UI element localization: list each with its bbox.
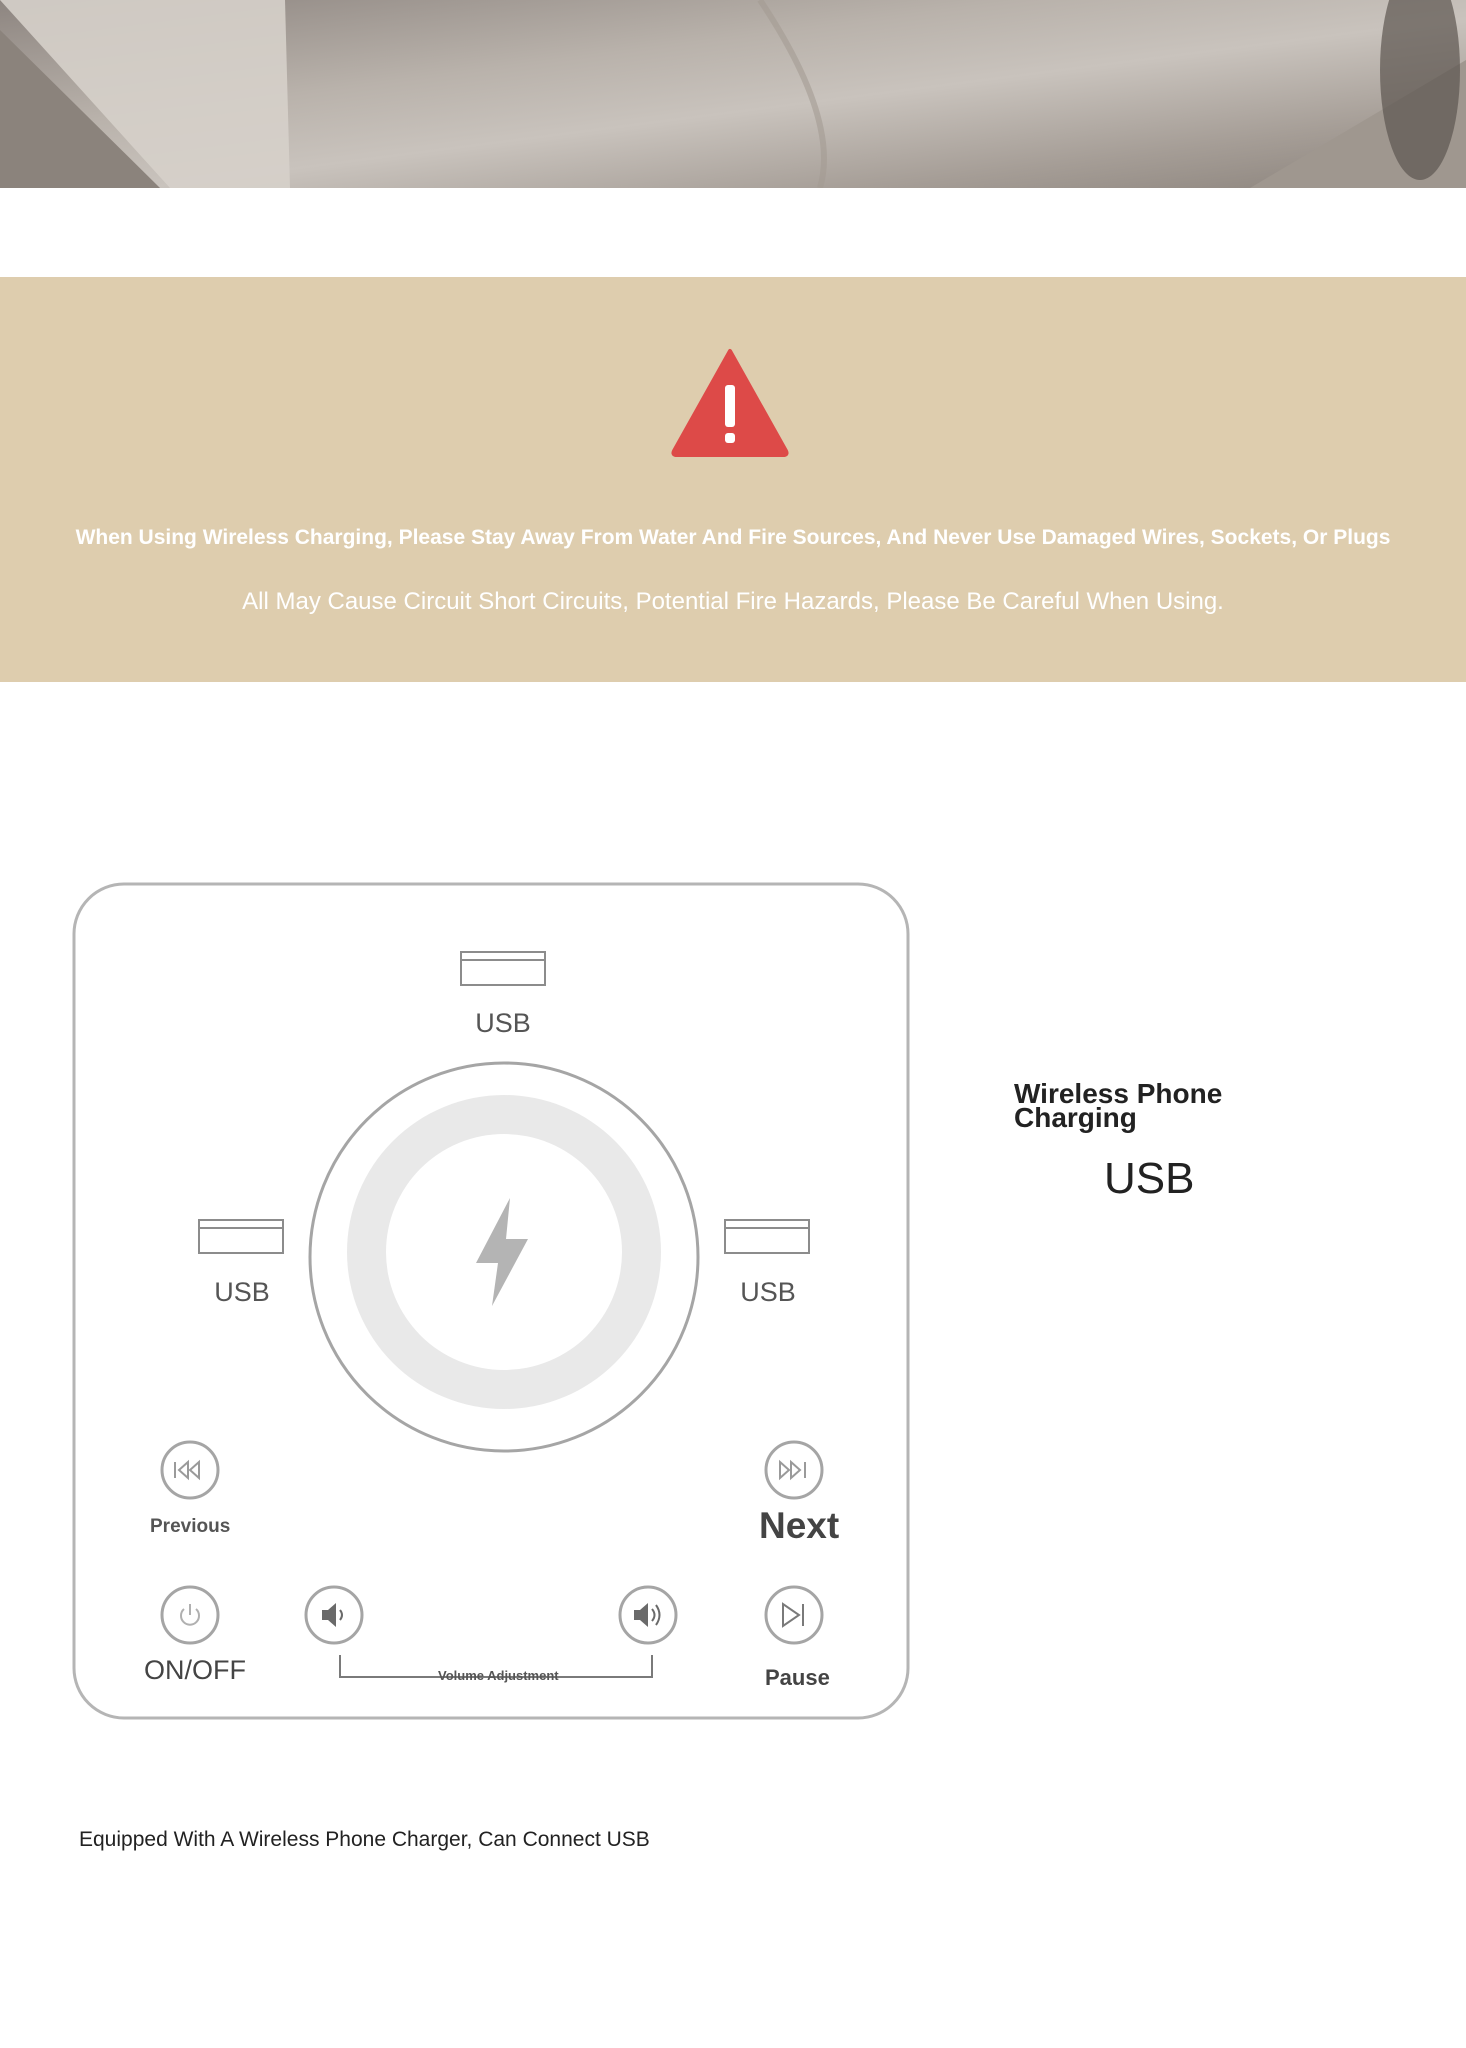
feature-caption: Equipped With A Wireless Phone Charger, Can Connect USB: [79, 1828, 650, 1851]
pause-button-icon: [766, 1587, 822, 1643]
pause-label: Pause: [765, 1665, 830, 1690]
previous-button-icon: [162, 1442, 218, 1498]
previous-label: Previous: [150, 1516, 231, 1537]
warning-text-line1: When Using Wireless Charging, Please Stay Away From Water And Fire Sources, And Never Use Damaged Wires, Sockets, Or Plugs: [75, 526, 1391, 549]
wireless-charging-title: Wireless Phone Charging: [1014, 1078, 1223, 1133]
usb-left-label: USB: [214, 1277, 270, 1307]
next-button-icon: [766, 1442, 822, 1498]
usb-top-label: USB: [475, 1008, 531, 1038]
volume-adjustment-label: Volume Adjustment: [438, 1668, 559, 1683]
warning-banner: [0, 277, 1466, 682]
warning-triangle-icon: [670, 347, 790, 457]
product-photo: [0, 0, 1466, 188]
power-button-icon: [162, 1587, 218, 1643]
usb-heading: USB: [1104, 1154, 1195, 1203]
onoff-label: ON/OFF: [144, 1655, 246, 1685]
volume-down-icon: [306, 1587, 362, 1643]
next-label: Next: [759, 1505, 840, 1546]
volume-up-icon: [620, 1587, 676, 1643]
usb-right-label: USB: [740, 1277, 796, 1307]
warning-text-line2: All May Cause Circuit Short Circuits, Potential Fire Hazards, Please Be Careful When Using.: [242, 588, 1224, 615]
